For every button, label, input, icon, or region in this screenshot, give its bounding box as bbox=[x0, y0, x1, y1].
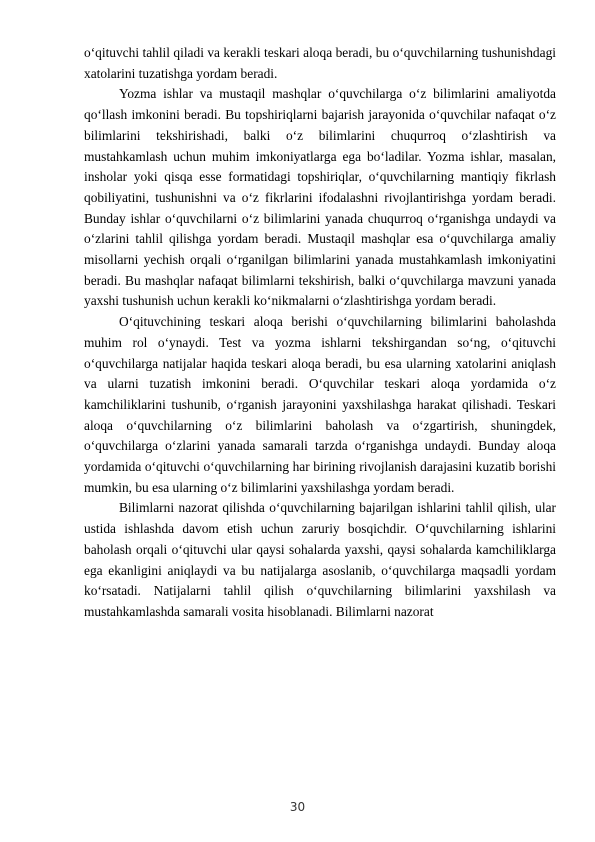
paragraph-written-work: Yozma ishlar va mustaqil mashqlar o‘quvchilarga o‘z bilimlarini amaliyotda qo‘llash imkonini beradi. Bu topshiriqlarni bajarish jarayonida o‘quvchilar nafaqat o‘z bilimlarini tekshirishadi, balki o‘z bilimlarini chuqurroq o‘zlashtirish va mustahkamlash uchun muhim imkoniyatlarga ega bo‘ladilar. Yozma ishlar, masalan, insholar yoki qisqa esse formatidagi topshiriqlar, o‘quvchilarning mantiqiy fikrlash qobiliyatini, tushunishni va o‘z fikrlarini ifodalashni rivojlantirishga yordam beradi. Bunday ishlar o‘quvchilarni o‘z bilimlarini yanada chuqurroq o‘rganishga undaydi va o‘zlarini tahlil qilishga yordam beradi. Mustaqil mashqlar esa o‘quvchilarga amaliy misollarni yechish orqali o‘rganilgan bilimlarini yanada mustahkamlash imkoniyatini beradi. Bu mashqlar nafaqat bilimlarni tekshirish, balki o‘quvchilarga mavzuni yanada yaxshi tushunish uchun kerakli ko‘nikmalarni o‘zlashtirishga yordam beradi. bbox=[84, 86, 556, 309]
paragraph-knowledge-control: Bilimlarni nazorat qilishda o‘quvchilarning bajarilgan ishlarini tahlil qilish, ular ustida ishlashda davom etish uchun zaruriy bosqichdir. O‘quvchilarning ishlarini baholash orqali o‘qituvchi ular qaysi sohalarda yaxshi, qaysi sohalarda kamchiliklarga ega ekanligini aniqlaydi va bu natijalarga asoslanib, o‘quvchilarga maqsadli yordam ko‘rsatadi. Natijalarni tahlil qilish o‘quvchilarning bilimlarini yaxshilash va mustahkamlashda samarali vosita hisoblanadi. Bilimlarni nazorat bbox=[84, 500, 556, 619]
page-number: 30 bbox=[289, 800, 306, 814]
paragraph-continuation: o‘qituvchi tahlil qiladi va kerakli teskari aloqa beradi, bu o‘quvchilarning tushunishdagi xatolarini tuzatishga yordam beradi. bbox=[84, 45, 556, 81]
document-body bbox=[84, 43, 556, 623]
paragraph-teacher-feedback: O‘qituvchining teskari aloqa berishi o‘quvchilarning bilimlarini baholashda muhim rol o‘ynaydi. Test va yozma ishlarni tekshirgandan so‘ng, o‘qituvchi o‘quvchilarga natijalar haqida teskari aloqa beradi, bu esa ularning xatolarini aniqlash va ularni tuzatish imkonini beradi. O‘quvchilar teskari aloqa yordamida o‘z kamchiliklarini tushunib, o‘rganish jarayonini yaxshilashga harakat qilishadi. Teskari aloqa o‘quvchilarning o‘z bilimlarini baholash va o‘zgartirish, shuningdek, o‘quvchilarga o‘zlarini yanada samarali tarzda o‘rganishga undaydi. Bunday aloqa yordamida o‘qituvchi o‘quvchilarning har birining rivojlanish darajasini kuzatib borishi mumkin, bu esa ularning o‘z bilimlarini yaxshilashga yordam beradi. bbox=[84, 314, 556, 495]
